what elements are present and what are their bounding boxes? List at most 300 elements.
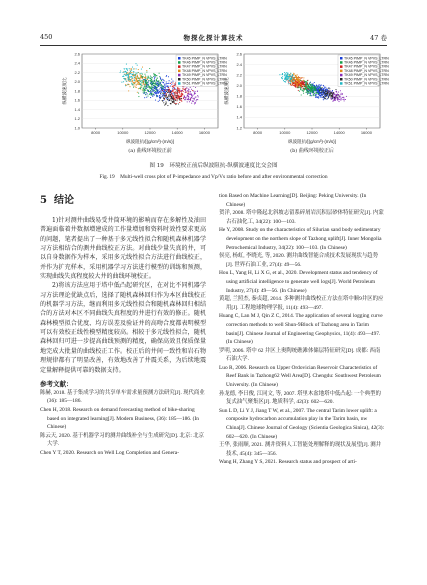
data-point — [318, 94, 319, 95]
figure-panel-left — [60, 50, 230, 146]
data-point — [146, 97, 147, 98]
legend-entry: TK48 PIMP_N VPVS_LTRN — [344, 68, 389, 73]
data-point — [144, 97, 145, 98]
data-point — [163, 97, 164, 98]
data-point — [340, 100, 341, 101]
data-point — [148, 91, 149, 92]
data-point — [176, 103, 177, 104]
data-point — [156, 82, 157, 83]
data-point — [309, 87, 310, 88]
reference-item: Luo R, 2006. Research on Upper Ordovician Reservoir Characteristics of Reef Bank in Tazhong62 Well Area[D]. Chengdu: Southwest Petroleum University. (In Chinese) — [219, 364, 381, 389]
data-point — [154, 78, 155, 79]
data-point — [156, 79, 157, 80]
data-point — [141, 80, 142, 81]
data-point — [301, 87, 302, 88]
y-tick-label: 1.8 — [236, 93, 242, 99]
y-axis-label-right: 纵横波速度比 — [224, 77, 229, 105]
data-point — [301, 77, 302, 78]
data-point — [145, 80, 146, 81]
data-point — [131, 70, 132, 71]
data-point — [164, 98, 165, 99]
data-point — [307, 87, 308, 88]
data-point — [305, 81, 306, 82]
y-ticks-right — [236, 51, 242, 130]
data-point — [140, 86, 141, 87]
data-point — [126, 81, 127, 82]
data-point — [124, 68, 125, 69]
data-point — [134, 86, 135, 87]
data-point — [176, 93, 177, 94]
data-point — [132, 81, 133, 82]
legend-swatch — [178, 74, 181, 77]
data-point — [338, 95, 339, 96]
data-point — [297, 86, 298, 87]
figure-caption-cn: 图 19 环境校正前后纵波阻抗-纵横波速度比交会图 — [149, 163, 278, 169]
data-point — [323, 98, 324, 99]
data-point — [138, 96, 139, 97]
data-point — [162, 88, 163, 89]
data-point — [126, 72, 127, 73]
data-point — [290, 78, 291, 79]
data-point — [329, 94, 330, 95]
data-point — [170, 103, 171, 104]
paragraph-1: 1)针对测井曲线易受井筒环境的影响而存在多解性及油田普遍面临着井数据增建成的工作量增加和资料时效性要求更高的问题，笔者提出了一种基于多元线性拟合和随机森林机器学习方法相结合的测井曲线校正方法。对曲线少量失真的井，可以自身数据作为样本，采用多元线性拟合方法进行曲线校正，并作为扩充样本，采用机器学习方法进行模型的训练和预测，实现曲线失真程度较大井的曲线环境校正。 — [40, 217, 206, 281]
data-point — [165, 93, 166, 94]
data-point — [150, 86, 151, 87]
data-point — [139, 79, 140, 80]
data-point — [322, 87, 323, 88]
data-point — [149, 68, 150, 69]
data-point — [145, 94, 146, 95]
legend-swatch — [178, 65, 181, 68]
data-point — [142, 90, 143, 91]
data-point — [305, 84, 306, 85]
data-point — [325, 91, 326, 92]
data-point — [154, 92, 155, 93]
data-point — [163, 100, 164, 101]
y-tick-label: 1.8 — [74, 88, 80, 94]
reference-item: 侯亮, 杨虹, 李晓光, 等, 2020. 测井曲线智能合成技术发展现状与趋势[J]. 世界石油工业, 27(4): 49—56. — [219, 253, 379, 268]
data-point — [159, 82, 160, 83]
data-point — [171, 84, 172, 85]
y-tick-label: 1.2 — [74, 116, 80, 122]
data-point — [165, 103, 166, 104]
data-point — [320, 93, 321, 94]
data-point — [166, 86, 167, 87]
data-point — [318, 87, 319, 88]
data-point — [164, 105, 165, 106]
data-point — [139, 80, 140, 81]
data-point — [162, 101, 163, 102]
data-point — [179, 93, 180, 94]
legend-swatch — [340, 70, 343, 73]
data-point — [333, 94, 334, 95]
data-point — [289, 80, 290, 81]
data-point — [149, 86, 150, 87]
data-point — [197, 99, 198, 100]
subcaption-left: (a) 曲线环境校正前 — [128, 148, 172, 154]
data-point — [302, 86, 303, 87]
data-point — [135, 63, 136, 64]
data-point — [136, 84, 137, 85]
data-point — [146, 88, 147, 89]
data-point — [162, 85, 163, 86]
data-point — [314, 82, 315, 83]
data-point — [125, 71, 126, 72]
data-point — [287, 78, 288, 79]
legend-entry: TK47 PIMP_N VPVS_LTRN — [182, 64, 227, 69]
reference-item: tion Based on Machine Learning[D]. Beijing: Peking University. (In Chinese) — [219, 193, 367, 208]
data-point — [171, 94, 172, 95]
data-point — [182, 88, 183, 89]
data-point — [314, 93, 315, 94]
data-point — [145, 75, 146, 76]
data-point — [323, 99, 324, 100]
y-tick-label: 2.2 — [74, 69, 80, 75]
data-point — [166, 81, 167, 82]
data-point — [151, 86, 152, 87]
data-point — [160, 82, 161, 83]
data-point — [168, 76, 169, 77]
data-point — [291, 85, 292, 86]
data-point — [304, 85, 305, 86]
data-point — [150, 90, 151, 91]
data-point — [137, 83, 138, 84]
data-point — [140, 75, 141, 76]
data-point — [173, 92, 174, 93]
data-point — [299, 77, 300, 78]
data-point — [168, 98, 169, 99]
data-point — [143, 87, 144, 88]
legend-swatch — [340, 82, 343, 85]
data-point — [133, 71, 134, 72]
data-point — [189, 99, 190, 100]
data-point — [284, 79, 285, 80]
data-point — [326, 99, 327, 100]
data-point — [178, 95, 179, 96]
reference-item: Hou L, Yang H, Li X G, et al., 2020. Development status and tendency of using artificial intelligence to generate well logs[J]. World Petroleum Industry, 27(4): 49—56. (In Chinese) — [219, 270, 378, 294]
data-point — [195, 87, 196, 88]
data-point — [183, 97, 184, 98]
data-point — [151, 95, 152, 96]
y-tick-label: 2.0 — [236, 83, 242, 89]
data-point — [171, 100, 172, 101]
data-point — [146, 83, 147, 84]
data-point — [303, 80, 304, 81]
data-point — [136, 73, 137, 74]
data-point — [137, 78, 138, 79]
section-heading — [40, 194, 206, 208]
data-point — [335, 89, 336, 90]
data-point — [325, 90, 326, 91]
data-point — [292, 83, 293, 84]
data-point — [293, 74, 294, 75]
data-point — [151, 79, 152, 80]
data-point — [320, 86, 321, 87]
data-point — [150, 87, 151, 88]
data-point — [159, 92, 160, 93]
data-point — [159, 76, 160, 77]
data-point — [162, 94, 163, 95]
data-point — [321, 91, 322, 92]
data-point — [175, 89, 176, 90]
data-point — [185, 89, 186, 90]
data-point — [144, 74, 145, 75]
data-point — [327, 98, 328, 99]
legend-swatch — [340, 65, 343, 68]
data-point — [179, 98, 180, 99]
data-point — [295, 81, 296, 82]
data-point — [328, 88, 329, 89]
data-point — [188, 97, 189, 98]
data-point — [128, 75, 129, 76]
data-point — [170, 94, 171, 95]
data-point — [171, 82, 172, 83]
data-point — [159, 100, 160, 101]
data-point — [177, 91, 178, 92]
data-point — [126, 64, 127, 65]
data-point — [300, 89, 301, 90]
data-point — [151, 77, 152, 78]
data-point — [344, 100, 345, 101]
reference-item: 孙龙德, 李曰俊, 江同文, 等, 2007. 塔里木盆地塔中低凸起: 一个典型的复式油气聚集区[J]. 地质科学, 42(3): 602—620. — [219, 390, 381, 406]
data-point — [298, 79, 299, 80]
data-point — [143, 81, 144, 82]
data-point — [173, 99, 174, 100]
data-point — [155, 83, 156, 84]
data-point — [288, 77, 289, 78]
data-point — [188, 98, 189, 99]
data-point — [179, 96, 180, 97]
data-point — [327, 91, 328, 92]
reference-item: 罗明, 2006. 塔中 62 井区上奥陶统礁滩体储层特征研究[D]. 成都: 西南石油大学. — [219, 347, 381, 363]
data-point — [148, 90, 149, 91]
data-point — [163, 82, 164, 83]
data-point — [284, 74, 285, 75]
data-point — [129, 81, 130, 82]
reference-item: 黄超, 兰照杰, 秦贞超, 2014. 多种测井曲线校正方法在塔中顺9井区的应用[J]. 工程地球物理学报, 11(4): 493—497. — [219, 296, 384, 311]
legend-entry: TK46 PIMP_N VPVS_LTRN — [182, 60, 227, 65]
data-point — [175, 104, 176, 105]
data-point — [308, 93, 309, 94]
data-point — [336, 91, 337, 92]
data-point — [157, 93, 158, 94]
data-point — [133, 74, 134, 75]
x-tick-label: 14000 — [333, 130, 345, 135]
data-point — [321, 90, 322, 91]
data-point — [146, 70, 147, 71]
data-point — [161, 84, 162, 85]
data-point — [174, 92, 175, 93]
data-point — [314, 87, 315, 88]
data-point — [127, 72, 128, 73]
data-point — [158, 101, 159, 102]
data-point — [307, 82, 308, 83]
data-point — [298, 76, 299, 77]
data-point — [132, 67, 133, 68]
section-number: 5 — [40, 195, 47, 206]
data-point — [141, 73, 142, 74]
data-point — [137, 76, 138, 77]
data-point — [170, 86, 171, 87]
data-point — [139, 73, 140, 74]
data-point — [160, 77, 161, 78]
data-point — [311, 95, 312, 96]
data-point — [163, 102, 164, 103]
data-point — [303, 93, 304, 94]
data-point — [138, 93, 139, 94]
data-point — [302, 82, 303, 83]
data-point — [161, 87, 162, 88]
data-point — [192, 98, 193, 99]
data-point — [154, 90, 155, 91]
data-point — [301, 81, 302, 82]
data-point — [183, 98, 184, 99]
data-point — [192, 90, 193, 91]
data-point — [156, 95, 157, 96]
data-point — [182, 94, 183, 95]
data-point — [168, 96, 169, 97]
data-point — [162, 79, 163, 80]
data-point — [120, 72, 121, 73]
data-point — [126, 85, 127, 86]
data-point — [169, 80, 170, 81]
legend-entry: TK51 PIMP_N VPVS_LTRN — [182, 81, 227, 86]
data-point — [159, 88, 160, 89]
data-point — [166, 95, 167, 96]
data-point — [134, 78, 135, 79]
legend-entry: TK45 PIMP_N VPVS_LTRN — [344, 56, 389, 61]
x-tick-label: 8000 — [91, 130, 101, 135]
data-point — [160, 93, 161, 94]
data-point — [308, 91, 309, 92]
data-point — [145, 84, 146, 85]
data-point — [165, 83, 166, 84]
data-point — [180, 96, 181, 97]
data-point — [312, 87, 313, 88]
y-tick-label: 1.6 — [236, 104, 242, 110]
scatter-plot-left — [60, 50, 230, 146]
data-point — [324, 93, 325, 94]
data-point — [145, 90, 146, 91]
data-point — [343, 97, 344, 98]
data-point — [167, 105, 168, 106]
data-point — [162, 82, 163, 83]
data-point — [300, 86, 301, 87]
data-point — [164, 95, 165, 96]
data-point — [341, 98, 342, 99]
data-point — [136, 68, 137, 69]
legend-swatch — [178, 70, 181, 73]
data-point — [132, 74, 133, 75]
left-column — [40, 192, 206, 458]
data-point — [320, 85, 321, 86]
data-point — [179, 99, 180, 100]
data-point — [133, 87, 134, 88]
data-point — [304, 84, 305, 85]
data-point — [324, 88, 325, 89]
data-point — [126, 74, 127, 75]
data-point — [173, 86, 174, 87]
data-point — [166, 91, 167, 92]
data-point — [184, 95, 185, 96]
reference-item: Huang C, Lan M J, Qin Z C, 2014. The application of several logging curve correction methods to well Shun-9Block of Tazhong area in Tarim basin[J]. Chinese Journal of Engineering Geophysics, 11(4): 493—497. (In Chinese) — [219, 313, 383, 346]
x-tick-label: 12000 — [144, 130, 156, 135]
data-point — [156, 90, 157, 91]
y-ticks-left — [74, 51, 80, 130]
data-point — [153, 73, 154, 74]
data-point — [144, 91, 145, 92]
data-point — [317, 86, 318, 87]
data-point — [338, 101, 339, 102]
data-point — [138, 77, 139, 78]
data-point — [285, 73, 286, 74]
data-point — [337, 97, 338, 98]
data-point — [165, 101, 166, 102]
data-point — [293, 77, 294, 78]
data-point — [124, 78, 125, 79]
right-column — [219, 192, 385, 467]
data-point — [131, 83, 132, 84]
data-point — [148, 80, 149, 81]
data-point — [164, 89, 165, 90]
paragraph-2: 2)将该方法应用于塔中低凸起研究区，在对比不同机器学习方法理论优缺点后，选择了随机森林回归作为本区曲线校正的机器学习方法，继而利用多元线性拟合和随机森林回归相结合的方法对本区不同曲线失真程度的井进行有效的修正。随机森林模型拟合优度、均方误差及验证并的高吻合度都表明模型可以有效校正线性模型精度较高。相较于多元线性拟合，随机森林回归可进一步提高曲线预测的精度，确保高效且保质保量地完成大批量的曲线校正工作。校正后的井间一致性和岩石物理规律都有了明显改善，有效地改善了井震关系，为后续地震定量解释提供可靠的数据支持。 — [40, 282, 206, 374]
data-point — [339, 96, 340, 97]
data-point — [173, 95, 174, 96]
y-tick-label: 2.2 — [236, 72, 242, 78]
reference-item: He Y, 2008. Study on the characteristics of Silurian sand body sedimentary development on the northern slope of Tazhong uplift[J]. Inner Mongolia Petrochemical Industry, 34(22): 100—103. (In Chinese) — [219, 227, 382, 251]
data-point — [137, 75, 138, 76]
data-point — [318, 97, 319, 98]
data-point — [320, 87, 321, 88]
data-point — [141, 82, 142, 83]
data-point — [134, 77, 135, 78]
data-point — [297, 78, 298, 79]
data-point — [331, 98, 332, 99]
data-point — [152, 81, 153, 82]
data-point — [161, 80, 162, 81]
legend-swatch — [340, 57, 343, 60]
data-point — [174, 93, 175, 94]
data-point — [146, 72, 147, 73]
data-point — [303, 85, 304, 86]
data-point — [167, 90, 168, 91]
data-point — [314, 88, 315, 89]
data-point — [140, 78, 141, 79]
data-point — [196, 100, 197, 101]
data-point — [307, 80, 308, 81]
data-point — [334, 98, 335, 99]
subcaption-right: (b) 曲线环境校正后 — [290, 148, 334, 154]
data-point — [154, 77, 155, 78]
legend-entry: TK49 PIMP_N VPVS_LTRN — [182, 73, 227, 78]
data-point — [298, 77, 299, 78]
data-point — [147, 93, 148, 94]
data-point — [190, 87, 191, 88]
data-point — [188, 94, 189, 95]
data-point — [323, 90, 324, 91]
data-point — [136, 78, 137, 79]
data-point — [156, 75, 157, 76]
data-point — [123, 76, 124, 77]
data-point — [335, 98, 336, 99]
data-point — [192, 100, 193, 101]
data-point — [181, 101, 182, 102]
data-point — [151, 93, 152, 94]
legend-entry: TK49 PIMP_N VPVS_LTRN — [344, 73, 389, 78]
data-point — [176, 97, 177, 98]
legend-entry: TK48 PIMP_N VPVS_LTRN — [182, 68, 227, 73]
